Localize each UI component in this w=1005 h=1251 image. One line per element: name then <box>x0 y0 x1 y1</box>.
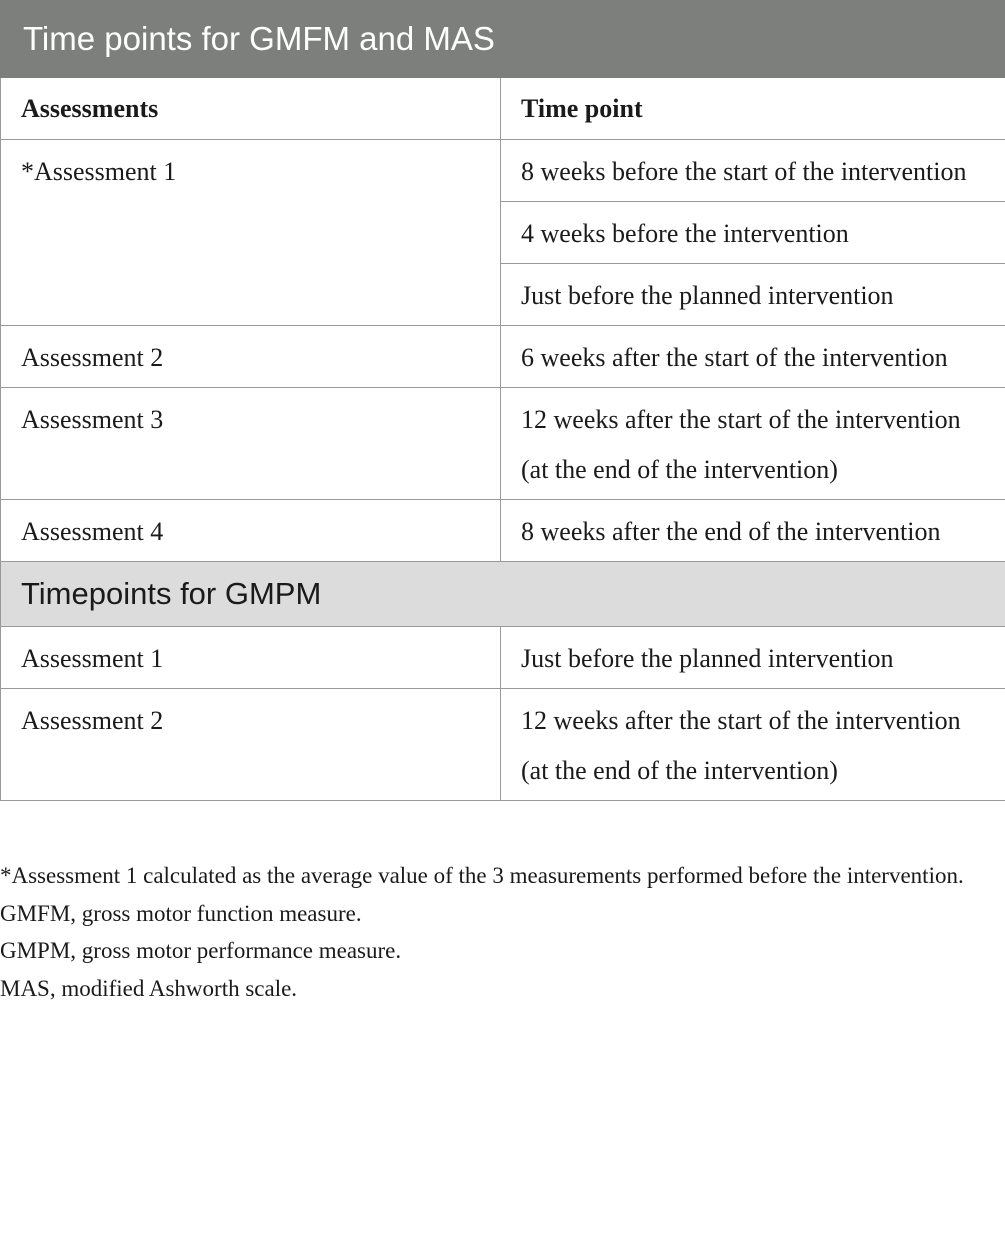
table-row <box>1 388 1005 500</box>
section-title-row <box>1 562 1005 627</box>
time-point-cell: 6 weeks after the start of the intervention <box>501 326 1005 388</box>
footnote: GMPM, gross motor performance measure. <box>0 938 402 963</box>
table-row <box>1 326 1005 388</box>
table-title-row <box>1 1 1005 78</box>
section-title: Timepoints for GMPM <box>1 562 1005 627</box>
time-point-cell: 8 weeks before the start of the intervention <box>501 140 1005 202</box>
time-point-cell: Just before the planned intervention <box>501 264 1005 326</box>
time-point-cell: 4 weeks before the intervention <box>501 202 1005 264</box>
footnote: MAS, modified Ashworth scale. <box>0 975 298 1001</box>
table-footnotes <box>0 857 1005 1007</box>
time-point-cell: 12 weeks after the start of the intervention (at the end of the intervention) <box>501 689 1005 801</box>
time-point-cell: 12 weeks after the start of the intervention (at the end of the intervention) <box>501 388 1005 500</box>
assessment-cell: Assessment 1 <box>1 627 501 689</box>
table-header-row <box>1 78 1005 140</box>
table-row <box>1 140 1005 202</box>
footnote: *Assessment 1 calculated as the average value of the 3 measurements performed before the intervention. <box>0 863 964 888</box>
table-title: Time points for GMFM and MAS <box>1 1 1005 78</box>
assessment-cell: *Assessment 1 <box>1 140 501 326</box>
assessment-cell: Assessment 4 <box>1 500 501 562</box>
assessment-cell: Assessment 2 <box>1 689 501 801</box>
table-row <box>1 689 1005 801</box>
table-row <box>1 500 1005 562</box>
assessment-cell: Assessment 2 <box>1 326 501 388</box>
column-header-time-point: Time point <box>501 78 1005 140</box>
footnote: GMFM, gross motor function measure. <box>0 900 362 926</box>
time-point-cell: Just before the planned intervention <box>501 627 1005 689</box>
time-point-cell: 8 weeks after the end of the intervention <box>501 500 1005 562</box>
table-row <box>1 627 1005 689</box>
column-header-assessments: Assessments <box>1 78 501 140</box>
assessment-cell: Assessment 3 <box>1 388 501 500</box>
